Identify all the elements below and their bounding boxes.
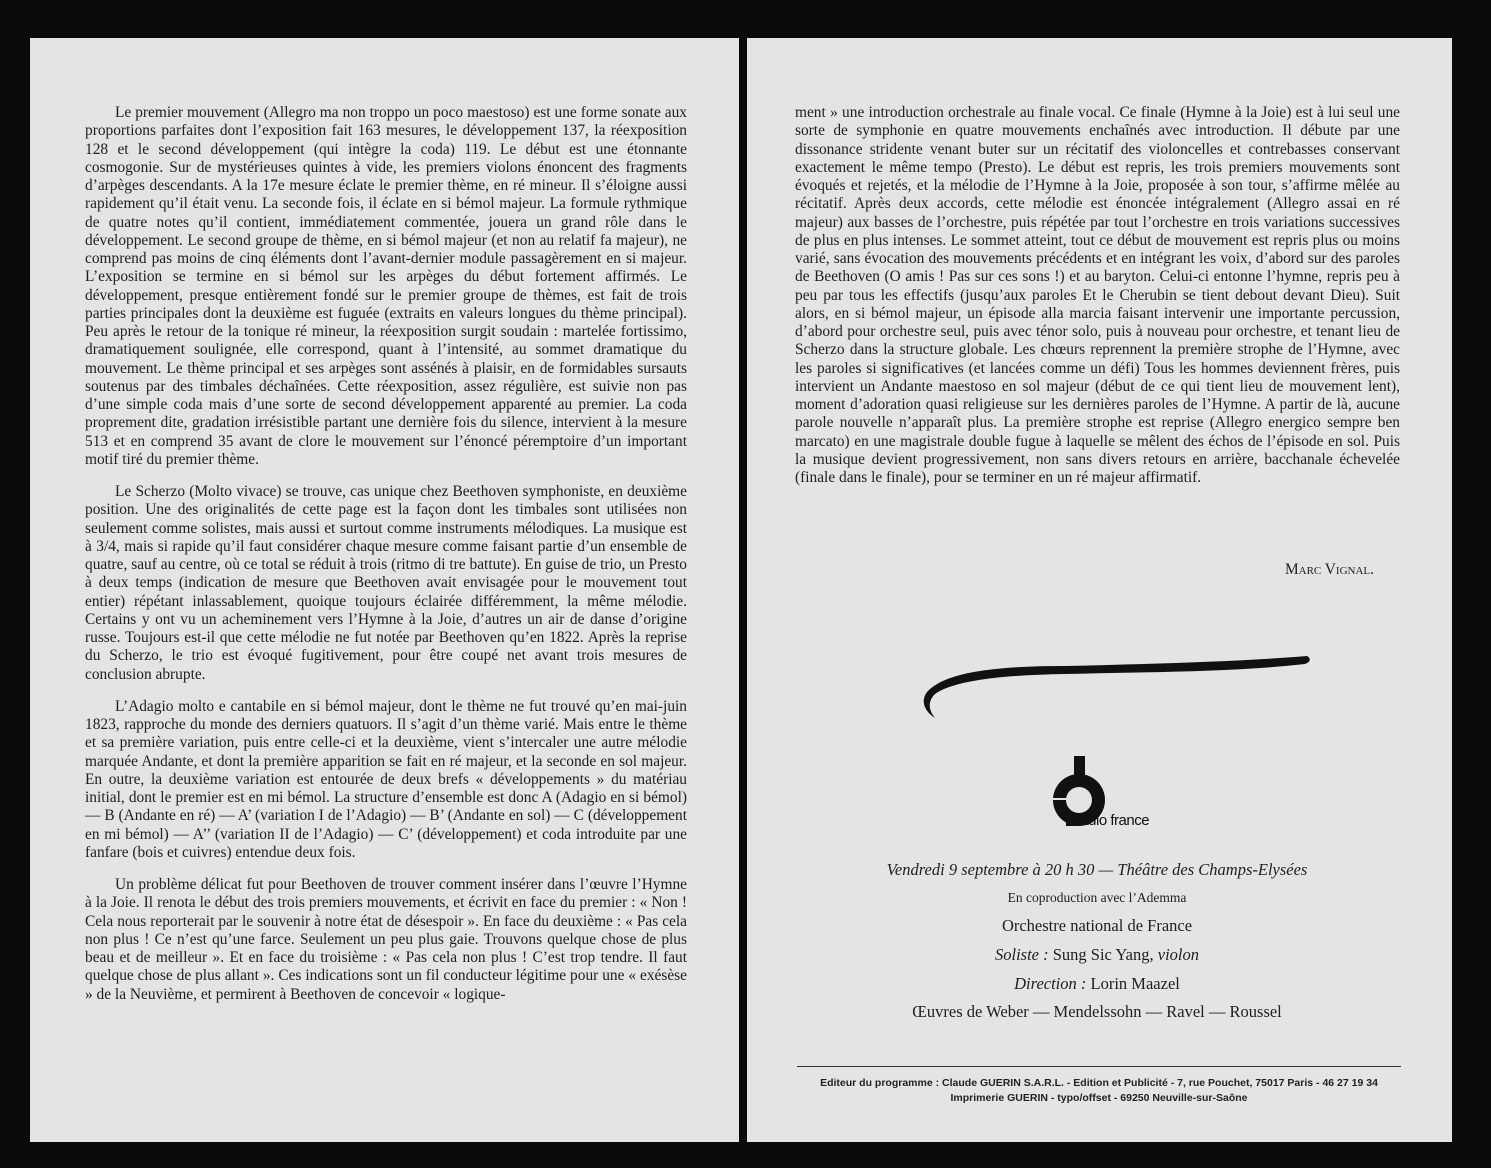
right-text-column xyxy=(795,104,1400,501)
paragraph-adagio: L’Adagio molto e cantabile en si bémol majeur, dont le thème ne fut trouvé qu’en mai-juin 1823, rapproche du monde des derniers quatuors. Il s’agit d’un thème varié. Mais entre le thème et sa première variation, puis entre celle-ci et la deuxième, vient s’intercaler une autre mélodie marquée Andante, et dont la première apparition se fait en ré majeur, et la seconde en sol majeur. En outre, la deuxième variation est entourée de deux brefs « développements » du matériau initial, dont le premier est en mi bémol. La structure d’ensemble est donc A (Adagio en si bémol) — B (Andante en ré) — A’ (variation I de l’Adagio) — B’ (Andante en sol) — C (développement en mi bémol) — A’’ (variation II de l’Adagio) — C’ (développement) et coda introduite par une fanfare (bois et cuivres) entendue deux fois. xyxy=(85,697,687,861)
soloist-name: Sung Sic Yang, xyxy=(1052,945,1154,964)
works-line: Œuvres de Weber — Mendelssohn — Ravel — Roussel xyxy=(912,1002,1282,1021)
printer-imprint: Imprimerie GUERIN - typo/offset - 69250 Neuville-sur-Saône xyxy=(950,1092,1248,1104)
imprint-divider xyxy=(797,1066,1401,1067)
paragraph-finale: ment » une introduction orchestrale au finale vocal. Ce finale (Hymne à la Joie) est à lui seul une sorte de symphonie en quatre mouvements enchaînés avec introduction. Il débute par une dissonance stridente venant buter sur un récitatif des violoncelles et contrebasses conservant exactement le même tempo (Presto). Le début est repris, les trois premiers mouvements sont évoqués et rejetés, et la mélodie de l’Hymne à la Joie, proposée à son tour, s’affirme mêlée au récitatif. Après deux accords, cette mélodie est énoncée intégralement (Allegro assai en ré majeur) aux basses de l’orchestre, puis répétée par tout l’orchestre en trois variations successives de plus en plus intenses. Le sommet atteint, tout ce début de mouvement est repris plus ou moins varié, sans évocation des mouvements précédents et en intégrant les voix, d’abord sur des paroles de Beethoven (O amis ! Pas sur ces sons !) et au baryton. Celui-ci entonne l’hymne, repris peu à peu par tous les effectifs (jusqu’aux paroles Et le Cherubin se tient debout devant Dieu). Suit alors, en si bémol majeur, un épisode alla marcia faisant intervenir une importante percussion, d’abord pour orchestre seul, puis avec ténor solo, puis à nouveau pour orchestre, et tenant lieu de Scherzo dans la structure globale. Les chœurs reprennent la première strophe de l’Hymne, avec les paroles si significatives (et lancées comme un défi) Tous les hommes deviennent frères, puis intervient un Andante maestoso en sol majeur (début de ce qui tient lieu de mouvement lent), moment d’adoration quasi religieuse sur les dernières paroles de l’Hymne. A partir de là, aucune parole nouvelle n’apparaît plus. La première strophe est reprise (Allegro energico sempre ben marcato) en une magistrale double fugue à laquelle se mêlent des échos de l’épisode en sol. Puis la musique devient progressivement, non sans divers retours en arrière, bacchanale échevelée (finale dans le finale), pour se terminer en un ré majeur affirmatif. xyxy=(795,104,1400,486)
publisher-imprint: Editeur du programme : Claude GUERIN S.A.R.L. - Edition et Publicité - 7, rue Pouchet, 75017 Paris - 46 27 19 34 xyxy=(820,1077,1378,1089)
soloist-label: Soliste : xyxy=(995,945,1049,964)
coproduction-line: En coproduction avec l’Ademma xyxy=(1007,890,1187,905)
left-text-column xyxy=(85,104,687,1018)
soloist-line xyxy=(807,945,1387,965)
brush-stroke-decoration xyxy=(915,630,1315,720)
paragraph-first-movement: Le premier mouvement (Allegro ma non troppo un poco maestoso) est une forme sonate aux proportions parfaites dont l’exposition fait 163 mesures, le développement 137, la réexposition 128 et le second développement (qui intègre la coda) 119. Le début est une étonnante cosmogonie. Sur de mystérieuses quintes à vide, les premiers violons énoncent des fragments d’arpèges descendants. A la 17e mesure éclate le premier thème, en ré mineur. Il s’éloigne aussi rapidement qu’il était venu. La seconde fois, il éclate en si bémol majeur. La formule rythmique de quatre notes qu’il contient, immédiatement commentée, jouera un grand rôle dans le développement. Le second groupe de thème, en si bémol majeur (et non au relatif fa majeur), ne comprend pas moins de cinq éléments dont l’avant-dernier module passagèrement en si majeur. L’exposition se termine en si bémol sur les arpèges du début fortement affirmés. Le développement, presque entièrement fondé sur le premier groupe de thèmes, est fait de trois parties principales dont la deuxième est fuguée (extraits en valeurs longues du thème principal). Peu après le retour de la tonique ré mineur, la réexposition surgit soudain : martelée fortissimo, dramatiquement soulignée, elle correspond, quant à l’intensité, au sommet dramatique du mouvement. Le thème principal et ses arpèges sont assénés à plaisir, en de formidables sursauts soutenus par des timbales déchaînées. Cette réexposition, assez régulière, est suivie non pas d’une simple coda mais d’une sorte de second développement apparenté au premier. La coda proprement dite, gradation irrésistible partant une dernière fois du silence, intervient à la mesure 513 et en comprend 35 avant de clore le mouvement sur l’énoncé péremptoire d’un important motif tiré du premier thème. xyxy=(85,104,687,468)
left-page xyxy=(30,38,739,1142)
orchestra-name: Orchestre national de France xyxy=(1001,916,1193,935)
paragraph-hymn-problem: Un problème délicat fut pour Beethoven de trouver comment insérer dans l’œuvre l’Hymne à la Joie. Il renota le début des trois premiers mouvements, et écrivit en face du premier : « Non ! Cela nous reporterait par le souvenir à notre état de désespoir ». En face du deuxième : « Pas cela non plus ! Ce n’est qu’une farce. Seulement un peu plus gaie. Trouvons quelque chose de plus beau et de meilleur ». Et en face du troisième : « Pas cela non plus ! C’est trop tendre. Il faut quelque chose de plus allant ». Ces indications sont un fil conducteur légitime pour une « exésèse » de la Neuvième, et permirent à Beethoven de concevoir « logique- xyxy=(85,876,687,1003)
conductor-name: Lorin Maazel xyxy=(1090,974,1180,993)
paragraph-scherzo: Le Scherzo (Molto vivace) se trouve, cas unique chez Beethoven symphoniste, en deuxième position. Une des originalités de cette page est la façon dont les timbales sont utilisées non seulement comme solistes, mais aussi et surtout comme instruments mélodiques. La musique est à 3/4, mais si rapide qu’il faut considérer chaque mesure comme faisant partie d’un ensemble de quatre, sauf au centre, où ce total se réduit à trois (ritmo di tre battute). En guise de trio, un Presto à deux temps (indication de mesure que Beethoven avait envisagée pour le mouvement tout entier) répétant inlassablement, quoique toujours éclairée différemment, la même mélodie. Certains y ont vu un acheminement vers l’Hymne à la Joie, d’autres un air de danse d’origine russe. Toujours est-il que cette mélodie ne fut notée par Beethoven qu’en 1822. Après la reprise du Scherzo, le trio est évoqué fugitivement, pour être coupé net avant trois mesures de conclusion abrupte. xyxy=(85,483,687,683)
soloist-instrument: violon xyxy=(1157,945,1199,964)
logo-wordmark: Radio france xyxy=(1070,812,1150,829)
concert-date-venue: Vendredi 9 septembre à 20 h 30 — Théâtre des Champs-Elysées xyxy=(886,860,1308,879)
direction-label: Direction : xyxy=(1014,974,1087,993)
author-signature: Marc Vignal. xyxy=(1284,561,1374,578)
direction-line xyxy=(807,974,1387,994)
right-page xyxy=(747,38,1452,1142)
